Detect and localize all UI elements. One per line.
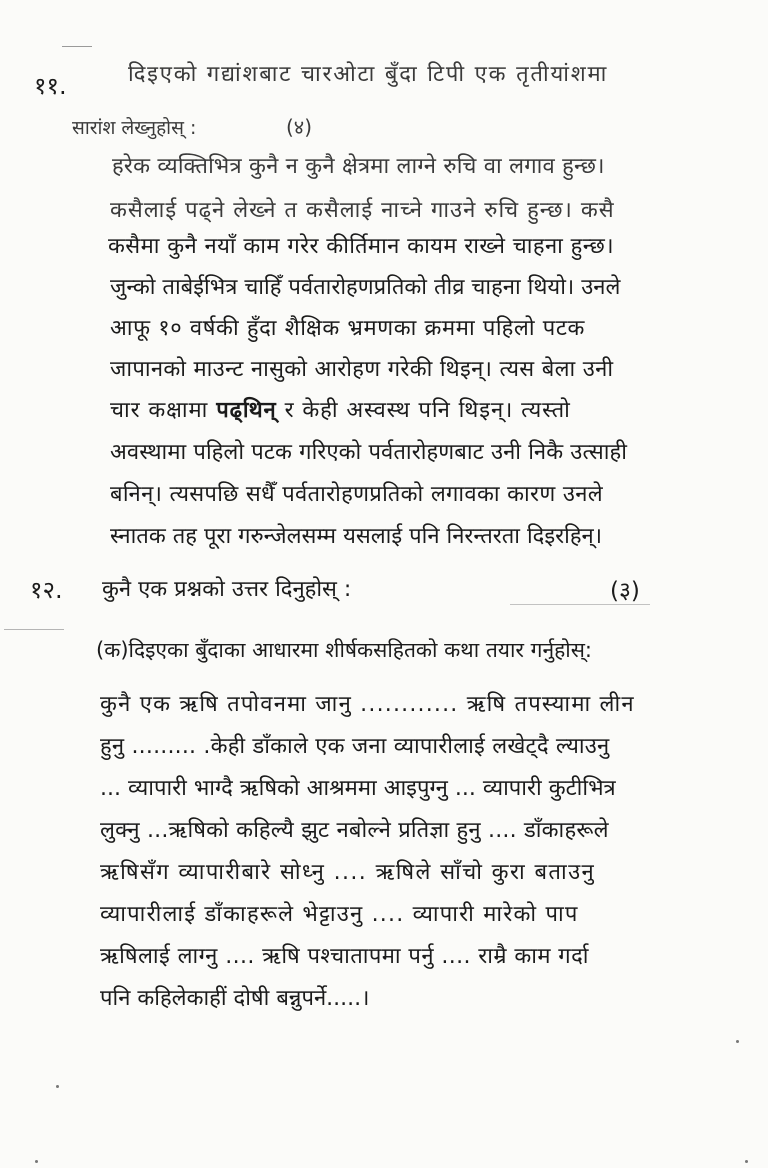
scan-speck bbox=[56, 1085, 59, 1088]
outline-line-2: हुनु ......... .केही डाँकाले एक जना व्यापारीलाई लखेट्दै ल्याउनु bbox=[100, 734, 610, 759]
passage-line-7-part-a: चार कक्षामा bbox=[110, 398, 209, 423]
question-11-number: ११. bbox=[34, 72, 67, 100]
passage-line-7-part-b: र केही अस्वस्थ पनि थिइन्। त्यस्तो bbox=[284, 398, 571, 423]
outline-line-3: ... व्यापारी भाग्दै ऋषिको आश्रममा आइपुग्नु ... व्यापारी कुटीभित्र bbox=[100, 776, 616, 801]
scan-mark bbox=[4, 629, 64, 630]
outline-line-5: ऋषिसँग व्यापारीबारे सोध्नु .... ऋषिले साँचो कुरा बताउनु bbox=[100, 860, 596, 885]
question-11-marks: (४) bbox=[286, 115, 313, 139]
scan-speck bbox=[35, 1160, 38, 1163]
question-12-subprompt: (क)दिइएका बुँदाका आधारमा शीर्षकसहितको कथा तयार गर्नुहोस्: bbox=[96, 638, 593, 662]
outline-line-6: व्यापारीलाई डाँकाहरूले भेट्टाउनु .... व्यापारी मारेको पाप bbox=[100, 902, 579, 927]
passage-line-3: कसैमा कुनै नयाँ काम गरेर कीर्तिमान कायम राख्ने चाहना हुन्छ। bbox=[108, 234, 614, 259]
question-12-marks: (३) bbox=[610, 578, 640, 604]
question-12-prompt: कुनै एक प्रश्नको उत्तर दिनुहोस् : bbox=[102, 577, 352, 602]
passage-line-7 bbox=[110, 396, 571, 426]
passage-line-2: कसैलाई पढ्ने लेख्ने त कसैलाई नाच्ने गाउने रुचि हुन्छ। कसै bbox=[110, 198, 615, 223]
question-12-number: १२. bbox=[30, 576, 63, 604]
scan-mark bbox=[62, 46, 92, 47]
scan-speck bbox=[736, 1040, 739, 1043]
outline-line-8: पनि कहिलेकाहीं दोषी बन्नुपर्ने.....। bbox=[100, 986, 370, 1011]
passage-line-9: बनिन्। त्यसपछि सधैँ पर्वतारोहणप्रतिको लगावका कारण उनले bbox=[110, 482, 603, 507]
scan-speck bbox=[745, 1160, 748, 1163]
passage-line-10: स्नातक तह पूरा गरुन्जेलसम्म यसलाई पनि निरन्तरता दिइरहिन्। bbox=[110, 524, 603, 549]
passage-line-5: आफू १० वर्षकी हुँदा शैक्षिक भ्रमणका क्रममा पहिलो पटक bbox=[110, 316, 586, 341]
passage-line-4: जुन्को ताबेईभित्र चाहिँ पर्वतारोहणप्रतिको तीव्र चाहना थियो। उनले bbox=[110, 275, 621, 300]
question-11-prompt-line1: दिइएको गद्यांशबाट चारओटा बुँदा टिपी एक तृतीयांशमा bbox=[128, 62, 609, 87]
passage-line-6: जापानको माउन्ट नासुको आरोहण गरेकी थिइन्। त्यस बेला उनी bbox=[110, 357, 614, 382]
question-11-prompt-line2: सारांश लेख्नुहोस् : bbox=[72, 117, 197, 139]
scan-mark bbox=[510, 604, 650, 605]
passage-line-8: अवस्थामा पहिलो पटक गरिएको पर्वतारोहणबाट उनी निकै उत्साही bbox=[110, 440, 627, 465]
outline-line-1: कुनै एक ऋषि तपोवनमा जानु ............ ऋषि तपस्यामा लीन bbox=[100, 692, 635, 717]
passage-line-7-bold: पढ्थिन् bbox=[216, 398, 277, 423]
passage-line-1: हरेक व्यक्तिभित्र कुनै न कुनै क्षेत्रमा लाग्ने रुचि वा लगाव हुन्छ। bbox=[112, 154, 605, 179]
outline-line-7: ऋषिलाई लाग्नु .... ऋषि पश्चातापमा पर्नु .... राम्रै काम गर्दा bbox=[100, 944, 589, 969]
outline-line-4: लुक्नु ...ऋषिको कहिल्यै झुट नबोल्ने प्रतिज्ञा हुनु .... डाँकाहरूले bbox=[100, 818, 609, 843]
